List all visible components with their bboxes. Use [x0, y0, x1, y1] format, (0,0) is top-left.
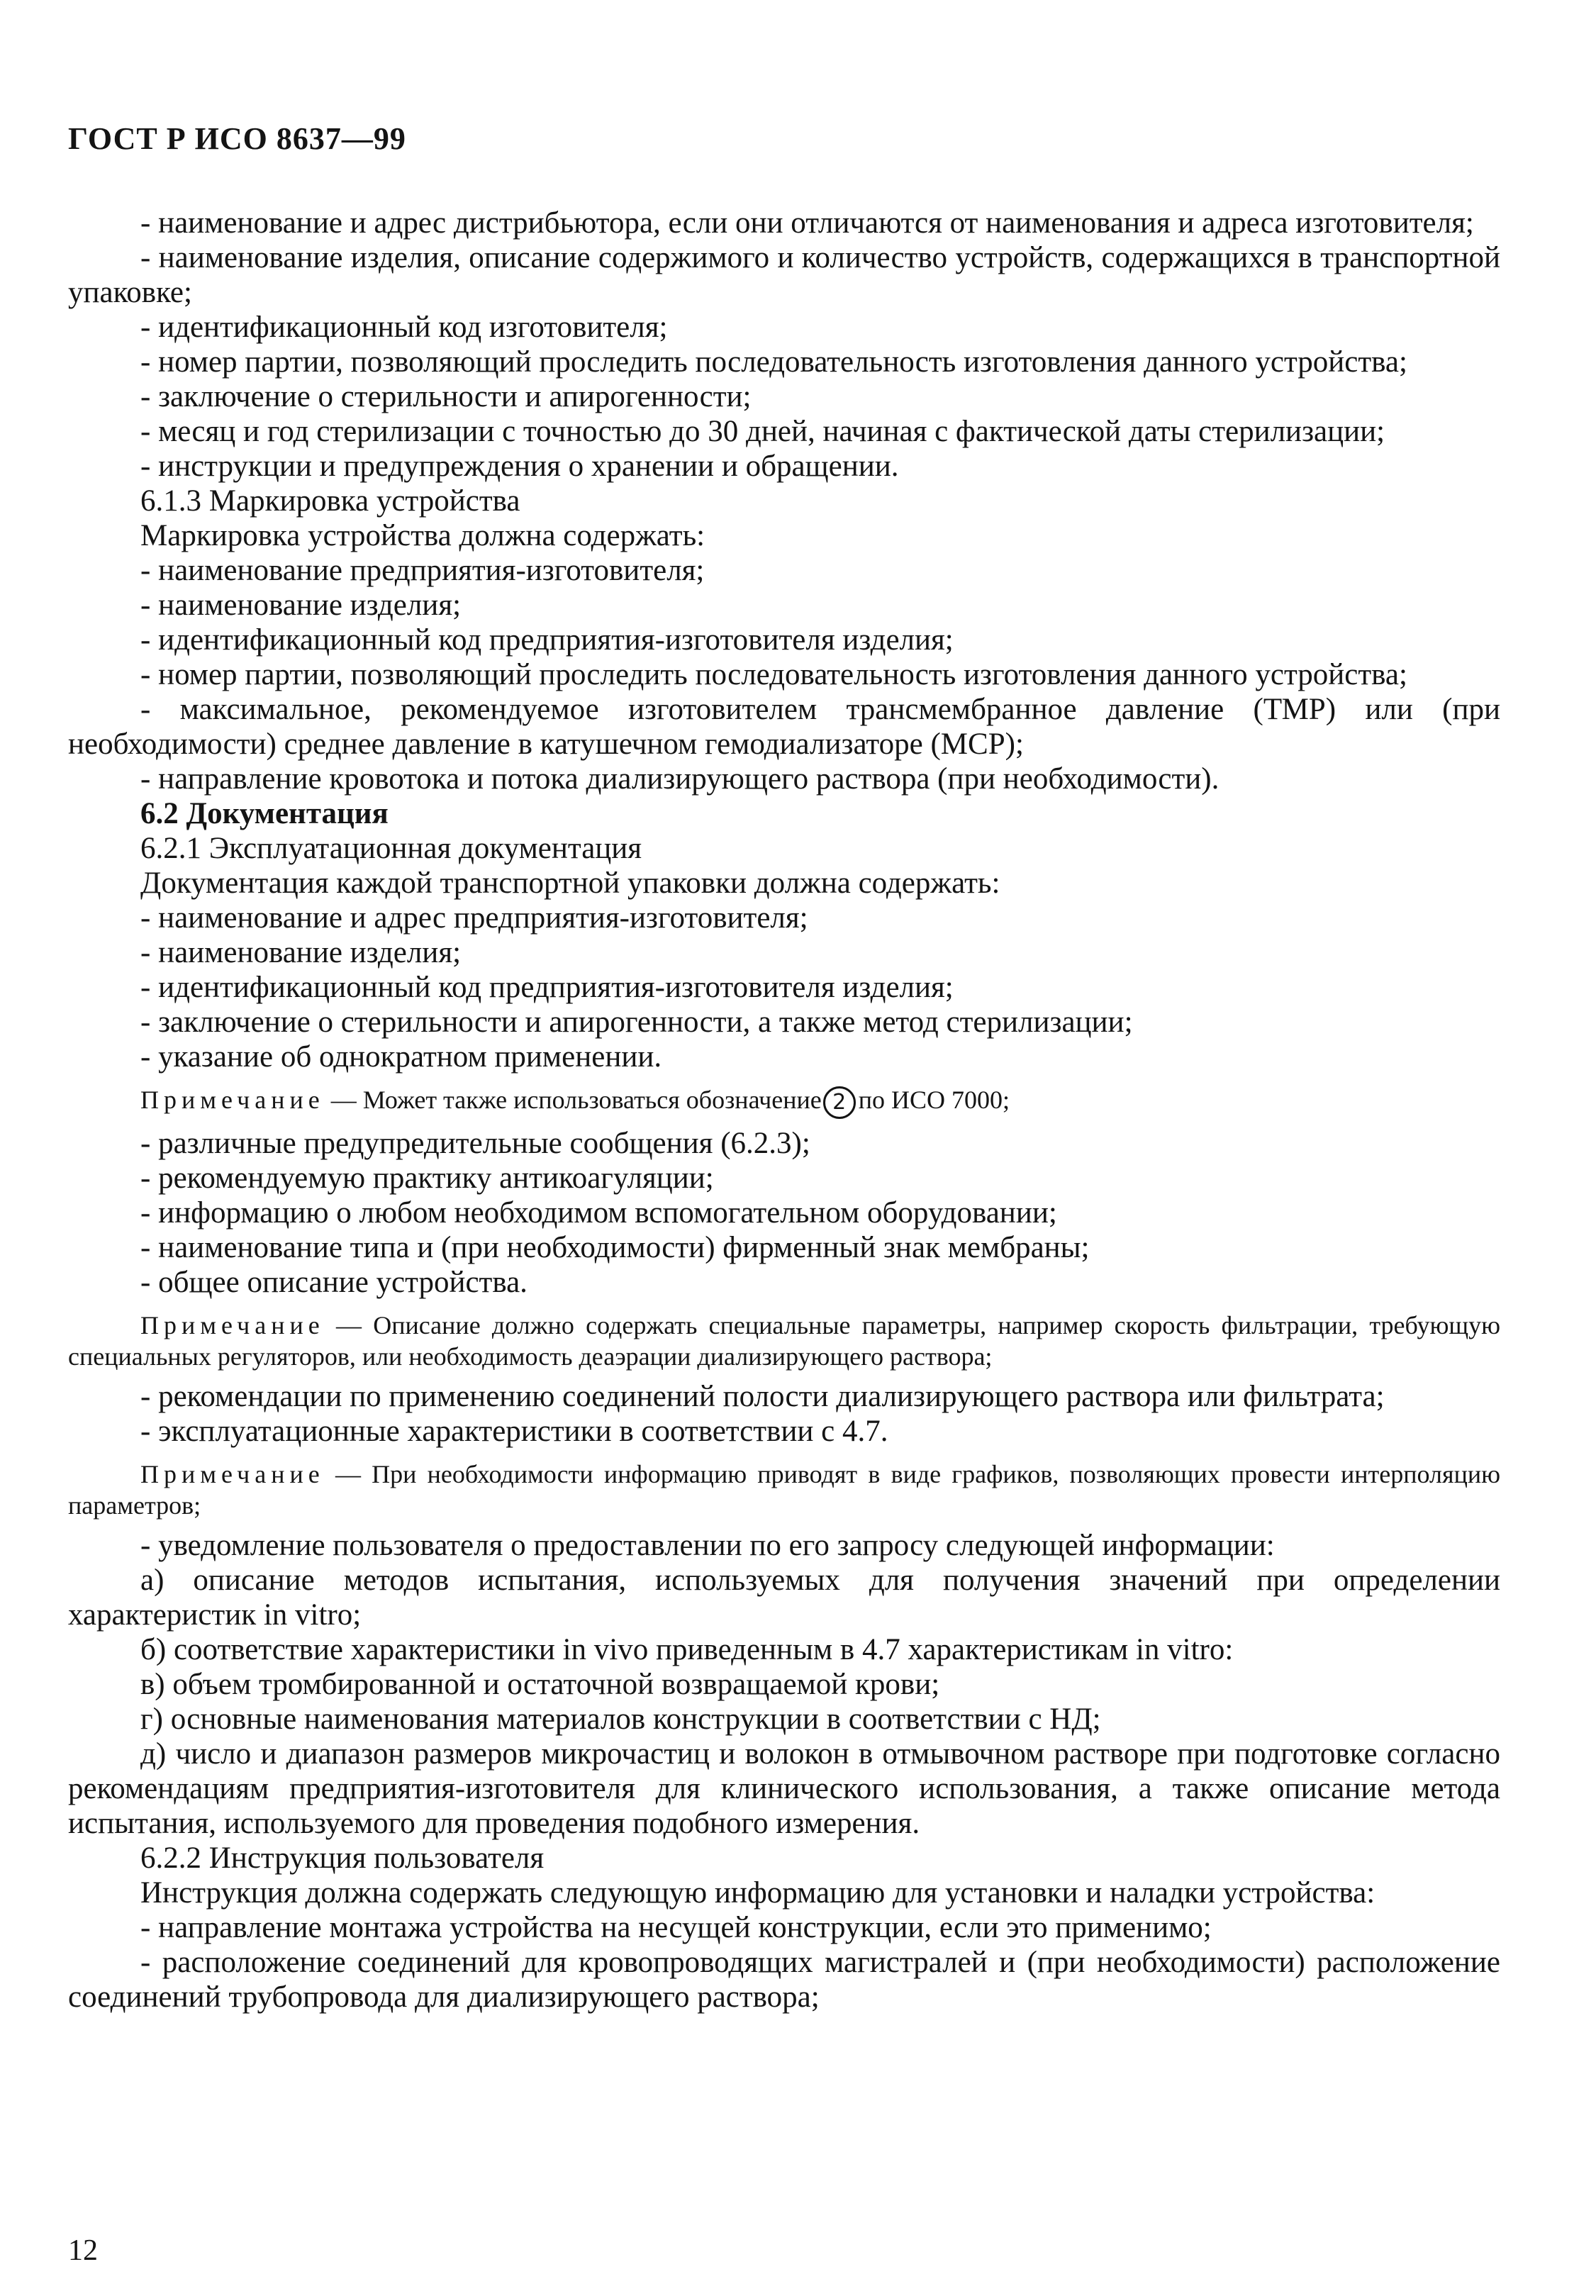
- paragraph: - наименование и адрес дистрибьютора, если они отличаются от наименования и адреса изготовителя;: [140, 206, 1474, 240]
- paragraph: Документация каждой транспортной упаковки должна содержать:: [140, 866, 1000, 900]
- note-text: — Может также использоваться обозначение: [330, 1086, 822, 1114]
- note-label: Примечание: [140, 1459, 325, 1488]
- list-item: а) описание методов испытания, используемых для получения значений при определении характеристик in vitro;: [68, 1563, 1500, 1632]
- paragraph: - заключение о стерильности и апирогенности, а также метод стерилизации;: [140, 1005, 1133, 1039]
- paragraph: - инструкции и предупреждения о хранении и обращении.: [140, 450, 899, 483]
- list-item: б) соответствие характеристики in vivo приведенным в 4.7 характеристикам in vitro:: [140, 1632, 1234, 1666]
- paragraph: - наименование изделия;: [140, 589, 462, 622]
- note-text: — Описание должно содержать специальные параметры, например скорость фильтрации, требующую специальных регуляторов, или необходимость деаэрации диализирующего раствора;: [68, 1310, 1500, 1371]
- paragraph: - общее описание устройства.: [140, 1265, 528, 1299]
- paragraph: - эксплуатационные характеристики в соответствии с 4.7.: [140, 1414, 888, 1448]
- paragraph: - максимальное, рекомендуемое изготовителем трансмембранное давление (ТМР) или (при необходимости) среднее давление в катушечном гемодиализаторе (МСР);: [68, 693, 1500, 761]
- page-number: 12: [68, 2234, 98, 2267]
- paragraph: - номер партии, позволяющий проследить последовательность изготовления данного устройства;: [140, 658, 1407, 691]
- document-header: ГОСТ Р ИСО 8637—99: [68, 121, 406, 156]
- paragraph: - идентификационный код изготовителя;: [140, 311, 668, 344]
- paragraph: - информацию о любом необходимом вспомогательном оборудовании;: [140, 1196, 1057, 1230]
- paragraph: - уведомление пользователя о предоставлении по его запросу следующей информации:: [140, 1528, 1275, 1562]
- paragraph: Маркировка устройства должна содержать:: [140, 519, 705, 552]
- do-not-reuse-icon: 2: [823, 1086, 856, 1119]
- list-item: в) объем тромбированной и остаточной возвращаемой крови;: [140, 1667, 940, 1701]
- list-item: г) основные наименования материалов конструкции в соответствии с НД;: [140, 1702, 1101, 1736]
- section-heading-6-2: 6.2 Документация: [140, 797, 389, 830]
- list-item: д) число и диапазон размеров микрочастиц и волокон в отмывочном растворе при подготовке согласно рекомендациям предприятия-изготовителя для клинического использования, а также описание метода испытания, используемого для проведения подобного измерения.: [68, 1737, 1500, 1840]
- section-heading-6-1-3: 6.1.3 Маркировка устройства: [140, 484, 520, 518]
- paragraph: - номер партии, позволяющий проследить последовательность изготовления данного устройства;: [140, 345, 1407, 379]
- paragraph: - направление монтажа устройства на несущей конструкции, если это применимо;: [140, 1910, 1212, 1944]
- note-label: Примечание: [140, 1086, 325, 1114]
- paragraph: - наименование изделия, описание содержимого и количество устройств, содержащихся в транспортной упаковке;: [68, 241, 1500, 309]
- paragraph: - наименование и адрес предприятия-изготовителя;: [140, 901, 808, 935]
- paragraph: - различные предупредительные сообщения (6.2.3);: [140, 1126, 810, 1160]
- paragraph: - указание об однократном применении.: [140, 1040, 662, 1074]
- paragraph: Инструкция должна содержать следующую информацию для установки и наладки устройства:: [140, 1876, 1375, 1910]
- paragraph: - заключение о стерильности и апирогенности;: [140, 380, 752, 413]
- paragraph: - месяц и год стерилизации с точностью до 30 дней, начиная с фактической даты стерилизации;: [140, 415, 1385, 448]
- note-tail: по ИСО 7000;: [858, 1086, 1010, 1114]
- paragraph: - рекомендации по применению соединений полости диализирующего раствора или фильтрата;: [140, 1379, 1385, 1413]
- paragraph: - направление кровотока и потока диализирующего раствора (при необходимости).: [140, 762, 1220, 796]
- section-heading-6-2-1: 6.2.1 Эксплуатационная документация: [140, 832, 642, 865]
- note-description: [68, 1310, 1500, 1372]
- paragraph: - рекомендуемую практику антикоагуляции;: [140, 1161, 714, 1195]
- paragraph: - наименование типа и (при необходимости) фирменный знак мембраны;: [140, 1230, 1090, 1264]
- note-single-use: [68, 1084, 1500, 1119]
- paragraph: - идентификационный код предприятия-изготовителя изделия;: [140, 623, 954, 657]
- note-text: — При необходимости информацию приводят в виде графиков, позволяющих провести интерполяцию параметров;: [68, 1459, 1501, 1520]
- paragraph: - расположение соединений для кровопроводящих магистралей и (при необходимости) расположение соединений трубопровода для диализирующего раствора;: [68, 1945, 1500, 2014]
- paragraph: - идентификационный код предприятия-изготовителя изделия;: [140, 971, 954, 1004]
- note-graphs: [68, 1459, 1500, 1521]
- section-heading-6-2-2: 6.2.2 Инструкция пользователя: [140, 1841, 545, 1875]
- paragraph: - наименование изделия;: [140, 936, 462, 969]
- paragraph: - наименование предприятия-изготовителя;: [140, 554, 705, 587]
- document-body: [68, 206, 1500, 2014]
- note-label: Примечание: [140, 1310, 325, 1339]
